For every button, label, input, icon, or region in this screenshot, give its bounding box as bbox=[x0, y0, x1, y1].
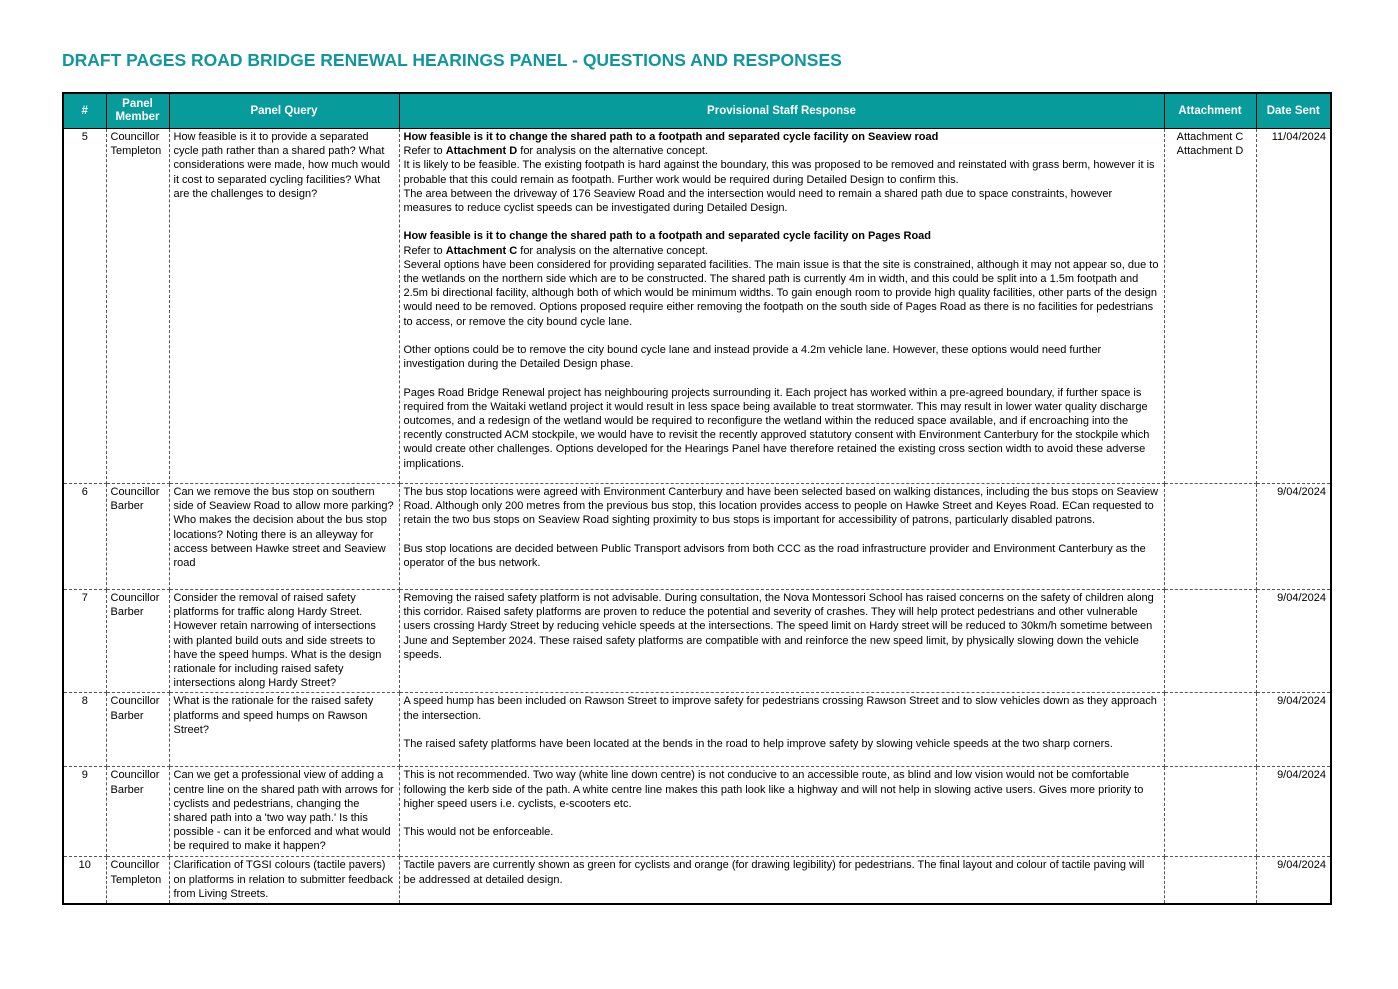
response-paragraph bbox=[404, 371, 1160, 385]
response-paragraph bbox=[404, 130, 1160, 144]
response-cell bbox=[399, 767, 1164, 857]
table-row bbox=[63, 484, 1331, 590]
response-text: for analysis on the alternative concept. bbox=[517, 145, 708, 158]
response-paragraph bbox=[404, 244, 1160, 258]
response-text: It is likely to be feasible. The existing footpath is hard against the boundary, this was proposed to be removed and reinstated with grass berm, however it is probable that this could remain as footpath. Further work would be required during Detailed Design to confirm this. bbox=[403, 159, 1155, 186]
response-paragraph bbox=[404, 591, 1160, 662]
panel-member-cell: Councillor Barber bbox=[106, 484, 169, 590]
column-header-provisional-staff-response: Provisional Staff Response bbox=[399, 93, 1164, 129]
response-text: The area between the driveway of 176 Seaview Road and the intersection would need to remain a shared path due to space constraints, however measures to reduce cyclist speeds can be investigated during Detailed Design. bbox=[403, 187, 1113, 215]
table-row bbox=[63, 129, 1331, 484]
response-paragraph bbox=[404, 528, 1160, 542]
response-text: Bus stop locations are decided between Public Transport advisors from both CCC as the road infrastructure provider and Environment Canterbury as the operator of the bus network. bbox=[403, 542, 1146, 570]
response-bold-text: Attachment D bbox=[445, 145, 518, 158]
response-paragraph bbox=[404, 723, 1160, 737]
response-paragraph bbox=[404, 485, 1160, 528]
attachment-cell bbox=[1164, 767, 1256, 857]
row-number-cell: 10 bbox=[63, 857, 106, 904]
response-paragraph bbox=[404, 158, 1160, 186]
response-paragraph bbox=[404, 258, 1160, 329]
response-paragraph bbox=[404, 737, 1160, 751]
row-number-cell: 7 bbox=[63, 590, 106, 693]
date-sent-cell: 11/04/2024 bbox=[1256, 129, 1331, 484]
panel-member-cell: Councillor Templeton bbox=[106, 857, 169, 904]
response-paragraph bbox=[404, 187, 1160, 215]
questions-responses-table bbox=[62, 92, 1332, 905]
response-paragraph bbox=[404, 215, 1160, 229]
response-paragraph bbox=[404, 343, 1160, 371]
response-cell bbox=[399, 484, 1164, 590]
table-row bbox=[63, 857, 1331, 904]
table-row bbox=[63, 590, 1331, 693]
attachment-cell bbox=[1164, 857, 1256, 904]
response-paragraph bbox=[404, 542, 1160, 570]
response-paragraph bbox=[404, 144, 1160, 158]
response-text: This would not be enforceable. bbox=[403, 826, 554, 839]
panel-member-cell: Councillor Templeton bbox=[106, 129, 169, 484]
table-header-row bbox=[63, 93, 1331, 129]
response-paragraph bbox=[404, 825, 1160, 839]
response-paragraph bbox=[404, 694, 1160, 722]
response-cell bbox=[399, 693, 1164, 767]
response-paragraph bbox=[404, 229, 1160, 243]
response-cell bbox=[399, 129, 1164, 484]
table-row bbox=[63, 767, 1331, 857]
response-text: The bus stop locations were agreed with Environment Canterbury and have been selected based on walking distances, including the bus stops on Seaview Road. Although only 200 metres from the previous bus stop, this location provides access to people on Hawke Street and Keyes Road. ECan requested to retain the two bus stops on Seaview Road sighting proximity to bus stops is important for accessibility of patrons, particularly disabled patrons. bbox=[403, 486, 1159, 527]
column-header-date-sent: Date Sent bbox=[1256, 93, 1331, 129]
date-sent-cell: 9/04/2024 bbox=[1256, 484, 1331, 590]
page-title: DRAFT PAGES ROAD BRIDGE RENEWAL HEARINGS PANEL - QUESTIONS AND RESPONSES bbox=[62, 50, 842, 70]
row-number-cell: 5 bbox=[63, 129, 106, 484]
row-number-cell: 9 bbox=[63, 767, 106, 857]
column-header-panel-query: Panel Query bbox=[169, 93, 399, 129]
response-bold-text: How feasible is it to change the shared path to a footpath and separated cycle facility on Pages Road bbox=[403, 230, 932, 243]
response-text: Several options have been considered for providing separated facilities. The main issue is that the site is constrained, although it may not appear so, due to the wetlands on the northern side which are to be constructed. The shared path is currently 4m in width, and this could be split into a 1.5m footpath and 2.5m bi directional facility, although both of which would be minimum widths. To gain enough room to provide high quality facilities, other parts of the design would need to be removed. Options proposed require either removing the footpath on the south side of Pages Road as there is no facilities for pedestrians to access, or remove the city bound cycle lane. bbox=[403, 258, 1159, 328]
row-number-cell: 8 bbox=[63, 693, 106, 767]
response-paragraph bbox=[404, 329, 1160, 343]
table-row bbox=[63, 693, 1331, 767]
attachment-ref: Attachment D bbox=[1176, 145, 1244, 158]
panel-query-cell: Consider the removal of raised safety platforms for traffic along Hardy Street. However retain narrowing of intersections with planted build outs and side streets to have the speed humps. What is the design rationale for including raised safety intersections along Hardy Street? bbox=[169, 590, 399, 693]
date-sent-cell: 9/04/2024 bbox=[1256, 693, 1331, 767]
response-paragraph bbox=[404, 386, 1160, 471]
attachment-cell bbox=[1164, 129, 1256, 484]
response-cell bbox=[399, 590, 1164, 693]
response-text: Removing the raised safety platform is not advisable. During consultation, the Nova Montessori School has raised concerns on the safety of children along this corridor. Raised safety platforms are proven to reduce the potential and severity of crashes. They will help protect pedestrians and other vulnerable users crossing Hardy Street by reducing vehicle speeds at the intersections. The speed limit on Hardy street will be reduced to 30km/h sometime between June and September 2024. These raised safety platforms are compatible with and reinforce the new speed limit, by physically slowing down the vehicle speeds. bbox=[403, 592, 1154, 661]
response-bold-text: How feasible is it to change the shared path to a footpath and separated cycle facility on Seaview road bbox=[403, 131, 939, 143]
panel-query-cell: What is the rationale for the raised safety platforms and speed humps on Rawson Street? bbox=[169, 693, 399, 767]
attachment-cell bbox=[1164, 590, 1256, 693]
panel-member-cell: Councillor Barber bbox=[106, 693, 169, 767]
panel-query-cell: Can we remove the bus stop on southern side of Seaview Road to allow more parking? Who makes the decision about the bus stop locations? Noting there is an alleyway for access between Hawke street and Seaview road bbox=[169, 484, 399, 590]
panel-query-cell: Clarification of TGSI colours (tactile pavers) on platforms in relation to submitter feedback from Living Streets. bbox=[169, 857, 399, 904]
response-cell bbox=[399, 857, 1164, 904]
attachment-cell bbox=[1164, 693, 1256, 767]
attachment-ref: Attachment C bbox=[1176, 131, 1244, 143]
panel-member-cell: Councillor Barber bbox=[106, 767, 169, 857]
response-paragraph bbox=[404, 858, 1160, 886]
response-text: The raised safety platforms have been located at the bends in the road to help improve safety by slowing vehicle speeds at the two sharp corners. bbox=[403, 738, 1113, 751]
date-sent-cell: 9/04/2024 bbox=[1256, 590, 1331, 693]
response-text: This is not recommended. Two way (white line down centre) is not conducive to an accessible route, as blind and low vision would not be comfortable following the kerb side of the path. A white centre line makes this path look like a highway and will not help in slowing active users. Gives more priority to higher speed users i.e. cyclists, e-scooters etc. bbox=[403, 769, 1144, 810]
column-header-attachment: Attachment bbox=[1164, 93, 1256, 129]
response-text: Tactile pavers are currently shown as green for cyclists and orange (for drawing legibility) for pedestrians. The final layout and colour of tactile paving will be addressed at detailed design. bbox=[403, 859, 1145, 886]
attachment-cell bbox=[1164, 484, 1256, 590]
date-sent-cell: 9/04/2024 bbox=[1256, 767, 1331, 857]
response-paragraph bbox=[404, 811, 1160, 825]
response-text: for analysis on the alternative concept. bbox=[517, 244, 708, 257]
row-number-cell: 6 bbox=[63, 484, 106, 590]
date-sent-cell: 9/04/2024 bbox=[1256, 857, 1331, 904]
column-header-panel-member: Panel Member bbox=[106, 93, 169, 129]
panel-member-cell: Councillor Barber bbox=[106, 590, 169, 693]
response-bold-text: Attachment C bbox=[445, 244, 518, 257]
response-text: Refer to bbox=[403, 244, 446, 257]
panel-query-cell: How feasible is it to provide a separated cycle path rather than a shared path? What considerations were made, how much would it cost to separated cycling facilities? What are the challenges to design? bbox=[169, 129, 399, 484]
response-text: Refer to bbox=[403, 145, 446, 158]
response-text: A speed hump has been included on Rawson Street to improve safety for pedestrians crossing Rawson Street and to slow vehicles down as they approach the intersection. bbox=[403, 695, 1157, 722]
response-text: Pages Road Bridge Renewal project has neighbouring projects surrounding it. Each project has worked within a pre-agreed boundary, if further space is required from the Waitaki wetland project it would result in less space being available to treat stormwater. This may result in lower water quality discharge outcomes, and a redesign of the wetland would be required to reconfigure the wetland within the reduced space available, and if encroaching into the recently constructed ACM stockpile, we would have to revisit the recently approved statutory consent with Environment Canterbury for the stockpile which would create other challenges. Options developed for the Hearings Panel have therefore retained the existing cross section width to avoid these adverse implications. bbox=[403, 386, 1150, 470]
response-paragraph bbox=[404, 768, 1160, 811]
column-header-number: # bbox=[63, 93, 106, 129]
response-text: Other options could be to remove the city bound cycle lane and instead provide a 4.2m vehicle lane. However, these options would need further investigation during the Detailed Design phase. bbox=[403, 344, 1102, 371]
panel-query-cell: Can we get a professional view of adding a centre line on the shared path with arrows for cyclists and pedestrians, changing the shared path into a 'two way path.' Is this possible - can it be enforced and what would be required to make it happen? bbox=[169, 767, 399, 857]
